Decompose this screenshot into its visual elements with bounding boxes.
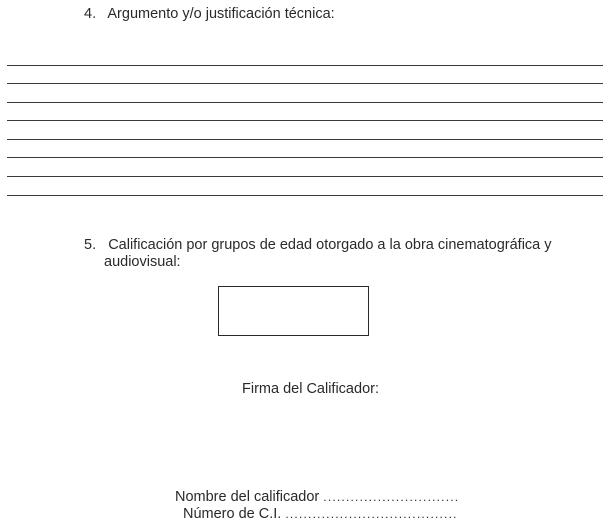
calificador-name-field[interactable]: .............................. [323, 490, 460, 504]
answer-line[interactable] [7, 65, 603, 66]
answer-line[interactable] [7, 195, 603, 196]
section-5-heading [84, 237, 552, 254]
answer-line[interactable] [7, 83, 603, 84]
section-5-title-line1: Calificación por grupos de edad otorgado a la obra cinematográfica y [108, 237, 552, 253]
answer-line[interactable] [7, 176, 603, 177]
section-4-heading [84, 6, 335, 23]
section-5-number: 5. [84, 237, 97, 253]
calificador-id-row [183, 506, 458, 523]
answer-line[interactable] [7, 102, 603, 103]
calificador-id-field[interactable]: ...................................... [285, 507, 458, 521]
calificador-id-label: Número de C.I. [183, 506, 282, 522]
answer-line[interactable] [7, 139, 603, 140]
rating-input-box[interactable] [218, 286, 369, 336]
signature-label: Firma del Calificador: [242, 381, 379, 397]
answer-line[interactable] [7, 157, 603, 158]
section-4-title: Argumento y/o justificación técnica: [107, 6, 335, 22]
calificador-name-row [175, 489, 459, 506]
answer-line[interactable] [7, 120, 603, 121]
calificador-name-label: Nombre del calificador [175, 489, 320, 505]
section-4-number: 4. [84, 6, 97, 22]
section-5-title-line2: audiovisual: [104, 254, 181, 270]
